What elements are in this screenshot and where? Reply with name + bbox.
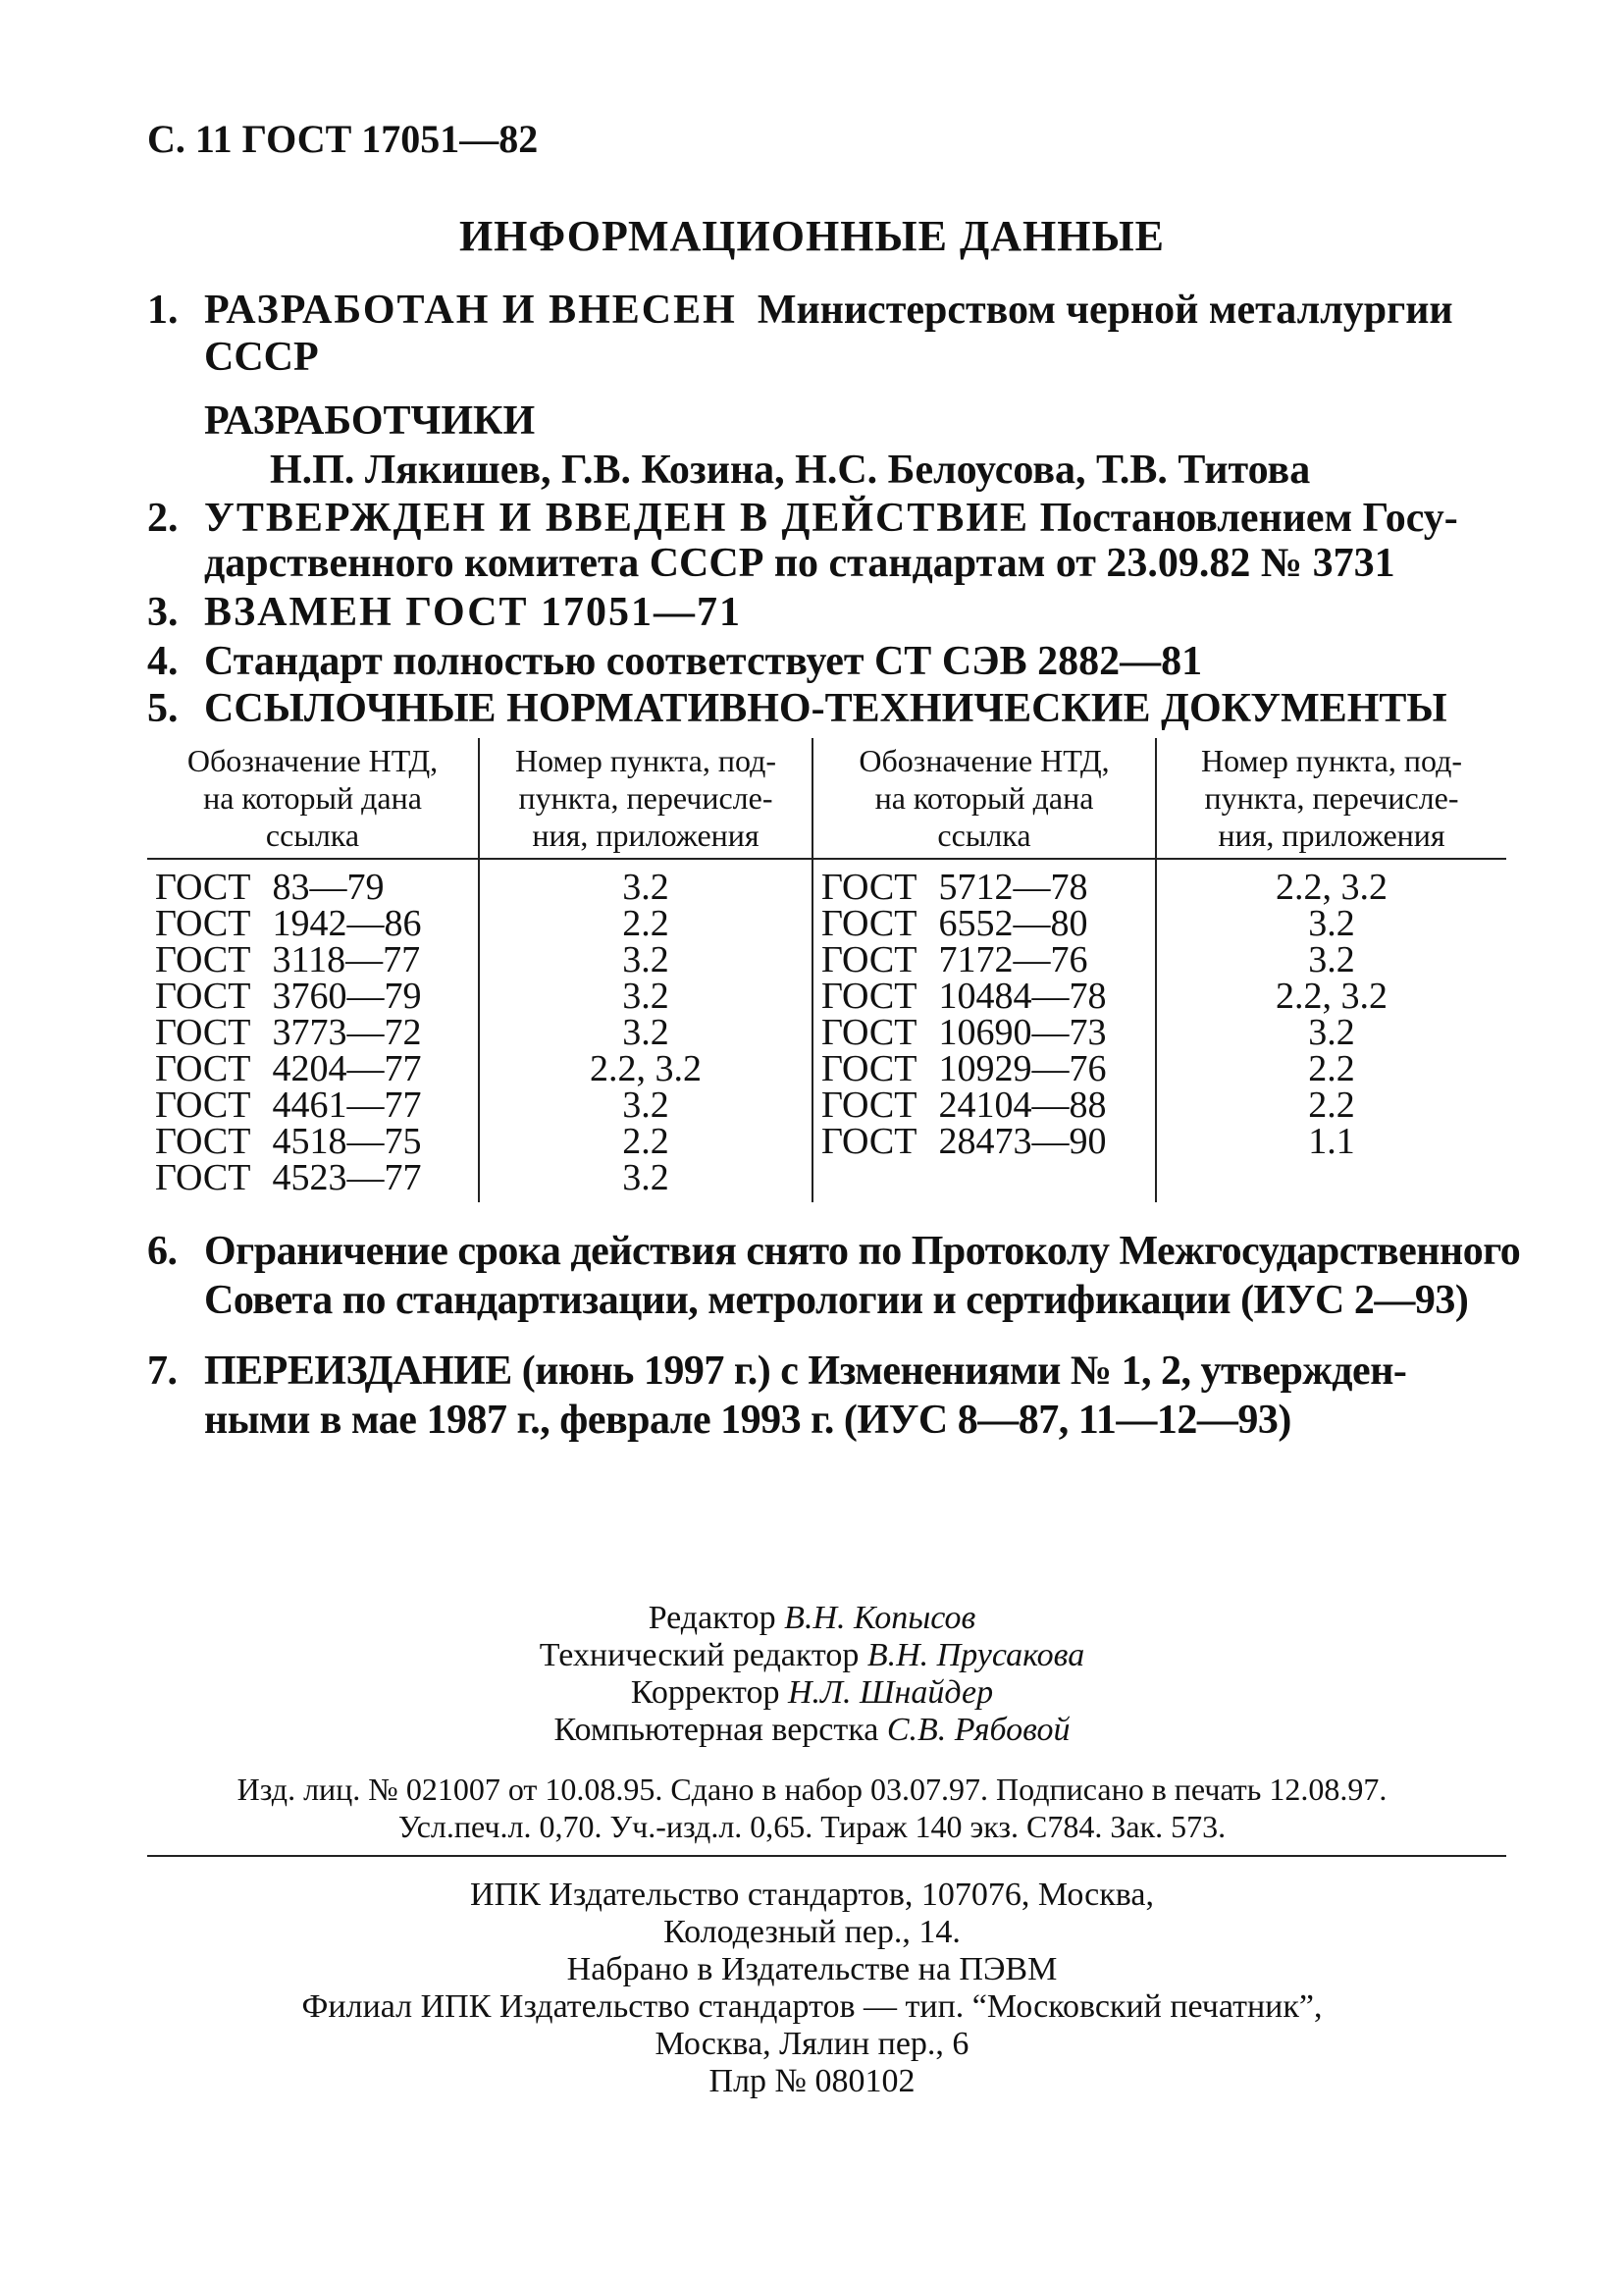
- developers-label: РАЗРАБОТЧИКИ: [204, 398, 536, 444]
- item-1: [147, 285, 1453, 336]
- divider: [147, 1855, 1506, 1857]
- table-row: [147, 942, 1506, 979]
- item-5-text: ССЫЛОЧНЫЕ НОРМАТИВНО-ТЕХНИЧЕСКИЕ ДОКУМЕНТЫ: [204, 686, 1447, 731]
- table-header-row: [147, 738, 1506, 859]
- header-line: Обозначение НТД,: [186, 743, 439, 778]
- item-1-text: Министерством черной металлургии: [757, 288, 1453, 333]
- item-3-number: 3.: [147, 590, 179, 635]
- table-cell: 3.2: [479, 979, 812, 1015]
- header-line: Номер пункта, под-: [514, 743, 777, 778]
- table-cell: 2.2, 3.2: [479, 1051, 812, 1087]
- table-row: [147, 906, 1506, 942]
- header-designation-1: [147, 738, 479, 859]
- table-cell: 3.2: [479, 1015, 812, 1051]
- table-cell: 2.2: [479, 906, 812, 942]
- publisher-line: Колодезный пер., 14.: [663, 1914, 961, 1950]
- table-row: [147, 1160, 1506, 1202]
- imprint-line-1: Изд. лиц. № 021007 от 10.08.95. Сдано в набор 03.07.97. Подписано в печать 12.08.97.: [236, 1772, 1388, 1807]
- references-table: [147, 738, 1506, 1202]
- header-line: ния, приложения: [532, 818, 760, 853]
- table-cell: ГОСТ 6552—80: [812, 906, 1156, 942]
- item-1-line2: СССР: [204, 335, 319, 380]
- header-line: ссылка: [265, 818, 360, 853]
- item-3: [147, 587, 742, 638]
- item-6: [147, 1227, 1520, 1276]
- table-cell: ГОСТ 4518—75: [155, 1121, 422, 1162]
- table-row: [147, 979, 1506, 1015]
- table-cell: ГОСТ 4204—77: [155, 1048, 422, 1089]
- table-cell: ГОСТ 28473—90: [812, 1124, 1156, 1160]
- table-cell: 2.2: [1156, 1087, 1506, 1124]
- table-cell: ГОСТ 7172—76: [812, 942, 1156, 979]
- table-cell: ГОСТ 10484—78: [812, 979, 1156, 1015]
- item-4: [147, 636, 1202, 687]
- table-row: [147, 1015, 1506, 1051]
- table-cell: 1.1: [1156, 1124, 1506, 1160]
- table-cell: 3.2: [1156, 906, 1506, 942]
- table-cell: ГОСТ 3760—79: [155, 976, 422, 1017]
- item-5: [147, 683, 1447, 734]
- header-designation-2: [812, 738, 1156, 859]
- header-line: пункта, перечисле-: [518, 780, 773, 816]
- item-1-number: 1.: [147, 288, 179, 333]
- publisher-line: Москва, Лялин пер., 6: [655, 2026, 969, 2062]
- table-cell: 2.2: [479, 1124, 812, 1160]
- credit-layout: Компьютерная верстка С.В. Рябовой: [553, 1712, 1071, 1748]
- header-line: Номер пункта, под-: [1200, 743, 1463, 778]
- table-row: [147, 859, 1506, 906]
- table-cell: 2.2, 3.2: [1156, 979, 1506, 1015]
- item-2-line2: дарственного комитета СССР по стандартам от 23.09.82 № 3731: [204, 541, 1395, 586]
- table-cell: 3.2: [1156, 1015, 1506, 1051]
- table-cell: ГОСТ 4461—77: [155, 1085, 422, 1126]
- item-6-line2: Совета по стандартизации, метрологии и сертификации (ИУС 2—93): [204, 1278, 1469, 1323]
- header-line: Обозначение НТД,: [859, 743, 1110, 778]
- item-5-number: 5.: [147, 686, 179, 731]
- table-row: [147, 1051, 1506, 1087]
- table-cell: ГОСТ 10929—76: [812, 1051, 1156, 1087]
- publisher-line: Плр № 080102: [708, 2063, 916, 2099]
- item-4-text: Стандарт полностью соответствует СТ СЭВ 2882—81: [204, 639, 1203, 684]
- page-header: С. 11 ГОСТ 17051—82: [147, 117, 539, 161]
- item-4-number: 4.: [147, 639, 179, 684]
- publisher-line: Набрано в Издательстве на ПЭВМ: [566, 1951, 1058, 1987]
- table-cell: ГОСТ 3118—77: [155, 939, 421, 980]
- header-line: на который дана: [874, 780, 1094, 816]
- table-body: [147, 859, 1506, 1202]
- item-3-text: ВЗАМЕН ГОСТ 17051—71: [204, 590, 743, 635]
- table-cell: 3.2: [479, 859, 812, 906]
- table-cell: ГОСТ 1942—86: [155, 903, 422, 944]
- table-cell: ГОСТ 24104—88: [812, 1087, 1156, 1124]
- imprint-line-2: Усл.печ.л. 0,70. Уч.-изд.л. 0,65. Тираж 140 экз. С784. Зак. 573.: [397, 1809, 1227, 1844]
- item-2-number: 2.: [147, 496, 179, 541]
- credit-corrector: Корректор Н.Л. Шнайдер: [630, 1674, 994, 1711]
- item-7-line1: ПЕРЕИЗДАНИЕ (июнь 1997 г.) с Изменениями № 1, 2, утвержден-: [204, 1349, 1407, 1394]
- item-6-line1: Ограничение срока действия снято по Протоколу Межгосударственного: [204, 1229, 1521, 1274]
- header-line: пункта, перечисле-: [1204, 780, 1459, 816]
- item-7-number: 7.: [147, 1349, 178, 1394]
- table-cell: ГОСТ 10690—73: [812, 1015, 1156, 1051]
- header-clause-1: [479, 738, 812, 859]
- table-cell: ГОСТ 5712—78: [812, 859, 1156, 906]
- table-cell: 3.2: [479, 942, 812, 979]
- table-row: [147, 1087, 1506, 1124]
- document-title: ИНФОРМАЦИОННЫЕ ДАННЫЕ: [458, 212, 1166, 260]
- table-cell: 3.2: [479, 1087, 812, 1124]
- item-7: [147, 1347, 1406, 1396]
- table-cell: [1156, 1160, 1506, 1202]
- credit-editor: Редактор В.Н. Копысов: [648, 1600, 976, 1636]
- header-line: ния, приложения: [1218, 818, 1445, 853]
- table-cell: 3.2: [479, 1160, 812, 1202]
- table-cell: ГОСТ 3773—72: [155, 1012, 422, 1053]
- table-cell: 3.2: [1156, 942, 1506, 979]
- credit-tech-editor: Технический редактор В.Н. Прусакова: [539, 1637, 1085, 1673]
- item-2-text: Постановлением Госу-: [1039, 496, 1458, 541]
- item-2: [147, 493, 1458, 544]
- header-line: на который дана: [203, 780, 422, 816]
- developers-names: Н.П. Лякишев, Г.В. Козина, Н.С. Белоусова, Т.В. Титова: [270, 448, 1311, 493]
- item-7-line2: ными в мае 1987 г., феврале 1993 г. (ИУС 8—87, 11—12—93): [204, 1398, 1291, 1443]
- header-clause-2: [1156, 738, 1506, 859]
- item-1-caps: РАЗРАБОТАН И ВНЕСЕН: [204, 288, 737, 333]
- table-row: [147, 1124, 1506, 1160]
- table-cell: 2.2: [1156, 1051, 1506, 1087]
- item-2-caps: УТВЕРЖДЕН И ВВЕДЕН В ДЕЙСТВИЕ: [204, 496, 1030, 541]
- publisher-line: Филиал ИПК Издательство стандартов — тип. “Московский печатник”,: [301, 1988, 1323, 2025]
- header-line: ссылка: [937, 818, 1031, 853]
- table-cell: ГОСТ 83—79: [155, 867, 385, 908]
- table-cell: ГОСТ 4523—77: [155, 1157, 422, 1198]
- item-6-number: 6.: [147, 1229, 178, 1274]
- publisher-line: ИПК Издательство стандартов, 107076, Москва,: [470, 1877, 1154, 1913]
- table-cell: [812, 1160, 1156, 1202]
- table-cell: 2.2, 3.2: [1156, 859, 1506, 906]
